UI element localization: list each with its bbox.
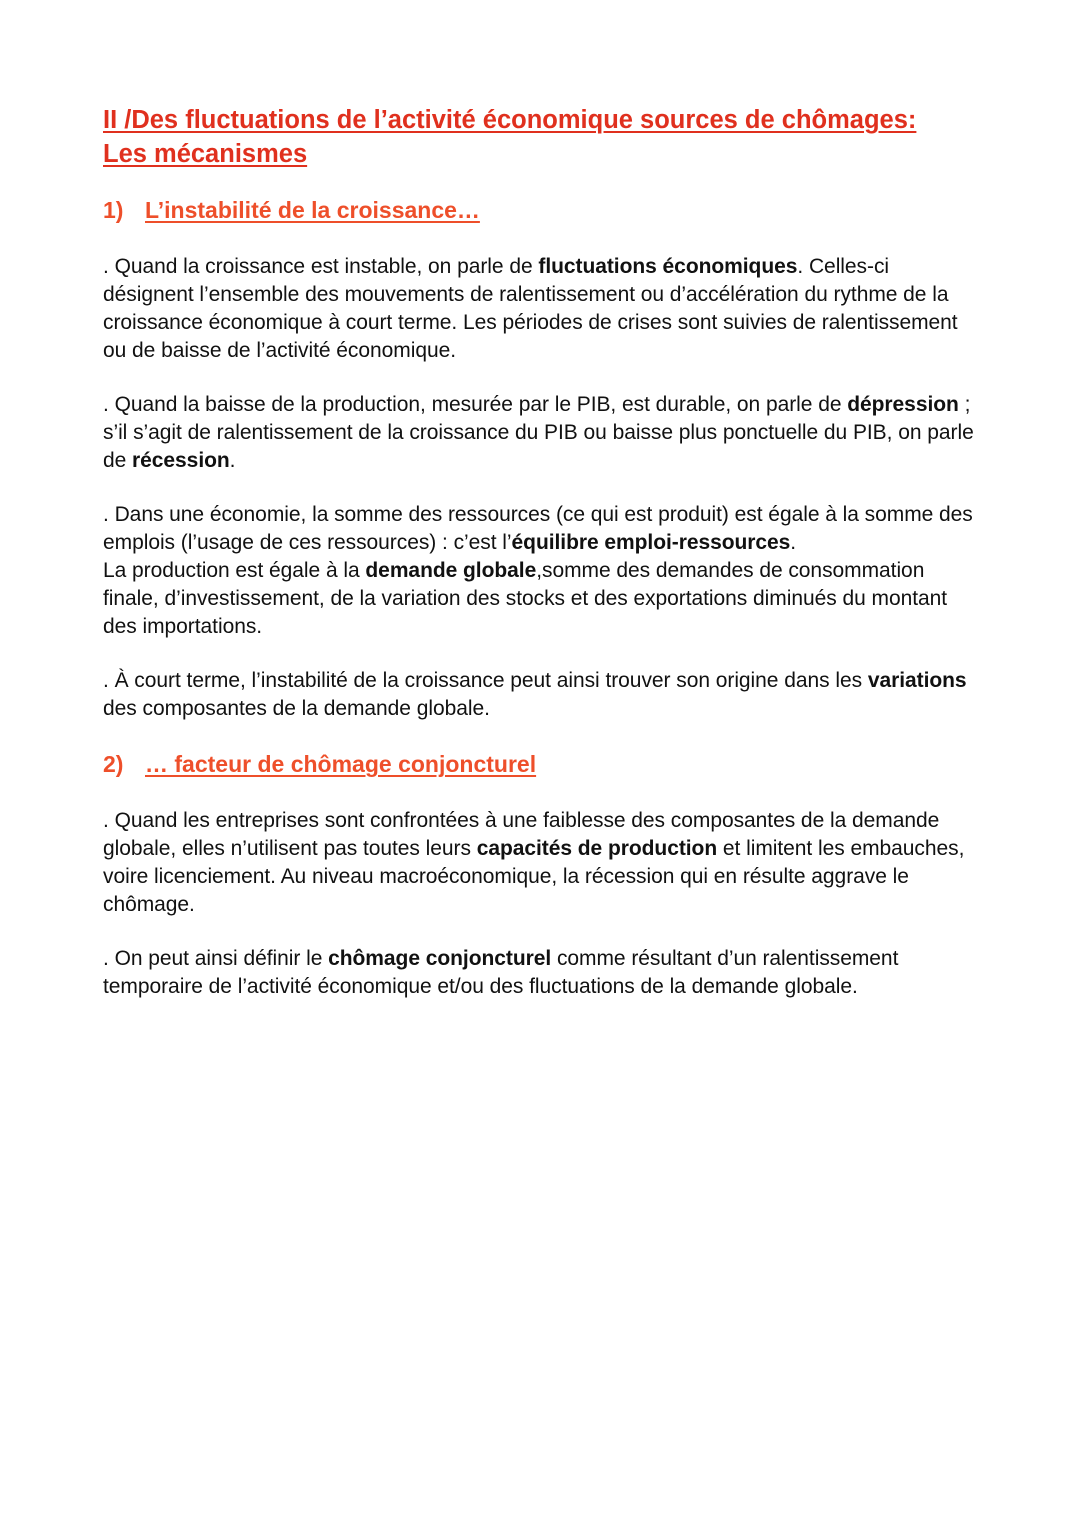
section-label: L’instabilité de la croissance… — [145, 197, 480, 223]
text: . À court terme, l’instabilité de la croissance peut ainsi trouver son origine dans les — [103, 669, 868, 692]
text: et limitent les embauches, voire licenciement. Au niveau macroéconomique, la récession qui en résulte aggrave le chômage. — [103, 837, 965, 916]
key-term: capacités de production — [476, 837, 718, 860]
section-heading-2 — [103, 749, 983, 779]
paragraph-equilibre — [103, 501, 983, 641]
paragraph-chomage-conjoncturel — [103, 945, 983, 1001]
key-term: chômage conjoncturel — [328, 947, 552, 970]
text: . Dans une économie, la somme des ressources (ce qui est produit) est égale à la somme des emplois (l’usage de ces ressources) : c’est l’ — [103, 503, 973, 554]
section-label: … facteur de chômage conjoncturel — [145, 751, 537, 777]
section-heading-1 — [103, 195, 983, 225]
title-line-1: II /Des fluctuations de l’activité économique sources de chômages: — [103, 106, 917, 134]
key-term: dépression — [847, 393, 959, 416]
text: comme résultant d’un ralentissement temporaire de l’activité économique et/ou des fluctuations de la demande globale. — [103, 947, 899, 998]
paragraph-court-terme — [103, 667, 983, 723]
key-term: demande globale — [365, 559, 537, 582]
title-line-2: Les mécanismes — [103, 140, 308, 168]
text: La production est égale à la — [103, 559, 366, 582]
text: . Quand les entreprises sont confrontées à une faiblesse des composantes de la demande globale, elles n’utilisent pas toutes leurs — [103, 809, 940, 860]
key-term: récession — [132, 449, 230, 472]
text: des composantes de la demande globale. — [103, 697, 490, 720]
key-term: fluctuations économiques — [538, 255, 798, 278]
text: ,somme des demandes de consommation finale, d’investissement, de la variation des stocks et des exportations diminués du montant des importations. — [103, 559, 948, 638]
key-term: équilibre emploi-ressources — [511, 531, 791, 554]
text: . Quand la croissance est instable, on parle de — [103, 255, 539, 278]
section-number: 2) — [103, 751, 124, 777]
section-number: 1) — [103, 197, 124, 223]
document-page — [103, 103, 983, 1001]
text: . Celles-ci désignent l’ensemble des mouvements de ralentissement ou d’accélération du rythme de la croissance économique à court terme. Les périodes de crises sont suivies de ralentissement ou de baisse de l’activité économique. — [103, 255, 958, 362]
text: . Quand la baisse de la production, mesurée par le PIB, est durable, on parle de — [103, 393, 848, 416]
key-term: variations — [867, 669, 967, 692]
text: . — [790, 531, 797, 554]
paragraph-entreprises — [103, 807, 983, 919]
page-title — [103, 103, 983, 171]
paragraph-fluctuations — [103, 253, 983, 365]
text: . — [229, 449, 236, 472]
text: . On peut ainsi définir le — [103, 947, 329, 970]
text: ; s’il s’agit de ralentissement de la croissance du PIB ou baisse plus ponctuelle du PIB, on parle de — [103, 393, 974, 472]
paragraph-depression-recession — [103, 391, 983, 475]
